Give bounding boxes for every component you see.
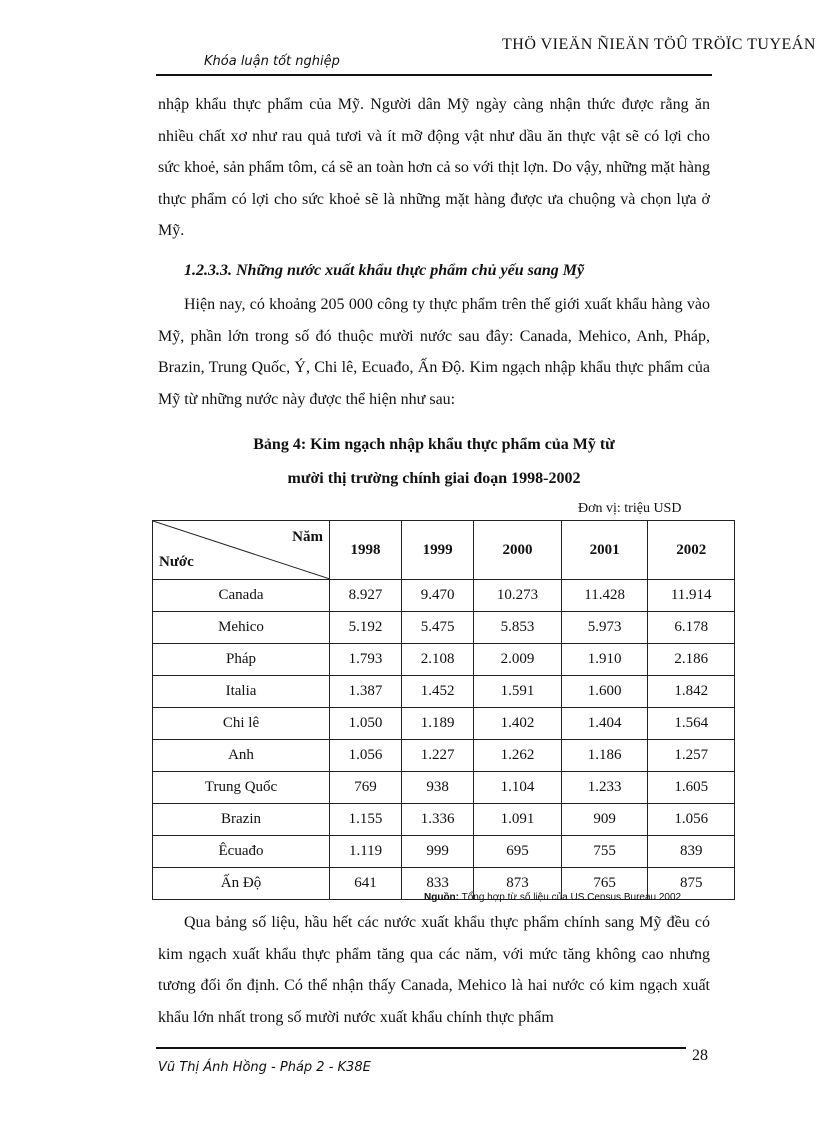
- country-cell: Trung Quốc: [153, 772, 330, 804]
- footer-author: Vũ Thị Ánh Hồng - Pháp 2 - K38E: [158, 1060, 371, 1075]
- value-cell: 1.155: [330, 804, 402, 836]
- value-cell: 999: [402, 836, 474, 868]
- value-cell: 839: [648, 836, 735, 868]
- value-cell: 873: [474, 868, 562, 900]
- value-cell: 1.262: [474, 740, 562, 772]
- value-cell: 875: [648, 868, 735, 900]
- value-cell: 1.910: [561, 644, 648, 676]
- section-heading: 1.2.3.3. Những nước xuất khẩu thực phẩm chủ yếu sang Mỹ: [184, 262, 585, 279]
- value-cell: 765: [561, 868, 648, 900]
- value-cell: 2.009: [474, 644, 562, 676]
- value-cell: 1.056: [648, 804, 735, 836]
- country-cell: Anh: [153, 740, 330, 772]
- table-corner-cell: [153, 521, 330, 580]
- country-cell: Mehico: [153, 612, 330, 644]
- table-row: [153, 836, 735, 868]
- country-cell: Chi lê: [153, 708, 330, 740]
- value-cell: 641: [330, 868, 402, 900]
- header-title: Khóa luận tốt nghiệp: [204, 54, 340, 69]
- corner-country-label: Nước: [159, 554, 194, 570]
- value-cell: 755: [561, 836, 648, 868]
- value-cell: 1.600: [561, 676, 648, 708]
- country-cell: Ấn Độ: [153, 868, 330, 900]
- value-cell: 1.186: [561, 740, 648, 772]
- table-title-line-1: Bảng 4: Kim ngạch nhập khẩu thực phẩm của Mỹ từ: [253, 436, 615, 453]
- value-cell: 1.605: [648, 772, 735, 804]
- value-cell: 1.227: [402, 740, 474, 772]
- value-cell: 5.192: [330, 612, 402, 644]
- country-cell: Pháp: [153, 644, 330, 676]
- value-cell: 1.119: [330, 836, 402, 868]
- body-paragraph-2: Qua bảng số liệu, hầu hết các nước xuất khẩu thực phẩm chính sang Mỹ đều có kim ngạch xuất khẩu thực phẩm tăng qua các năm, với mức tăng không cao nhưng tương đối ổn định. Có thể nhận thấy Canada, Mehico là hai nước có kim ngạch xuất khẩu lớn nhất trong số mười nước xuất khẩu chính thực phẩm: [158, 914, 710, 1026]
- country-cell: Brazin: [153, 804, 330, 836]
- value-cell: 10.273: [474, 580, 562, 612]
- table-row: [153, 676, 735, 708]
- value-cell: 1.104: [474, 772, 562, 804]
- value-cell: 5.853: [474, 612, 562, 644]
- value-cell: 1.056: [330, 740, 402, 772]
- country-cell: Êcuađo: [153, 836, 330, 868]
- value-cell: 1.233: [561, 772, 648, 804]
- value-cell: 909: [561, 804, 648, 836]
- country-cell: Canada: [153, 580, 330, 612]
- value-cell: 1.452: [402, 676, 474, 708]
- value-cell: 2.108: [402, 644, 474, 676]
- value-cell: 769: [330, 772, 402, 804]
- year-header: 1998: [330, 521, 402, 580]
- value-cell: 1.336: [402, 804, 474, 836]
- value-cell: 1.050: [330, 708, 402, 740]
- year-header: 1999: [402, 521, 474, 580]
- body-paragraph-1: Hiện nay, có khoảng 205 000 công ty thực phẩm trên thế giới xuất khẩu hàng vào Mỹ, phần lớn trong số đó thuộc mười nước sau đây: Canada, Mehico, Anh, Pháp, Brazin, Trung Quốc, Ý, Chi lê, Ecuađo, Ấn Độ. Kim ngạch nhập khẩu thực phẩm của Mỹ từ những nước này được thể hiện như sau:: [158, 296, 710, 408]
- value-cell: 1.257: [648, 740, 735, 772]
- corner-year-label: Năm: [292, 529, 323, 545]
- header-divider: [156, 74, 712, 76]
- value-cell: 1.564: [648, 708, 735, 740]
- source-label: Nguồn:: [424, 892, 459, 903]
- value-cell: 1.404: [561, 708, 648, 740]
- value-cell: 1.591: [474, 676, 562, 708]
- value-cell: 9.470: [402, 580, 474, 612]
- table-row: [153, 740, 735, 772]
- import-table: [152, 520, 735, 900]
- value-cell: 5.475: [402, 612, 474, 644]
- table-unit: Đơn vị: triệu USD: [578, 501, 682, 516]
- table-header-row: [153, 521, 735, 580]
- value-cell: 8.927: [330, 580, 402, 612]
- value-cell: 938: [402, 772, 474, 804]
- page-number: 28: [692, 1047, 708, 1064]
- table-row: [153, 804, 735, 836]
- value-cell: 1.842: [648, 676, 735, 708]
- value-cell: 1.091: [474, 804, 562, 836]
- table-row: [153, 772, 735, 804]
- value-cell: 695: [474, 836, 562, 868]
- value-cell: 1.387: [330, 676, 402, 708]
- source-text: Tổng hợp từ số liệu của US Census Bureau 2002: [461, 892, 682, 903]
- table-row: [153, 580, 735, 612]
- year-header: 2001: [561, 521, 648, 580]
- header-watermark: THÖ VIEÄN ÑIEÄN TÖÛ TRÖÏC TUYEÁN: [502, 36, 816, 53]
- value-cell: 1.402: [474, 708, 562, 740]
- table-row: [153, 708, 735, 740]
- value-cell: 833: [402, 868, 474, 900]
- year-header: 2002: [648, 521, 735, 580]
- country-cell: Italia: [153, 676, 330, 708]
- value-cell: 11.428: [561, 580, 648, 612]
- table-source: [424, 892, 681, 903]
- table-title-line-2: mười thị trường chính giai đoạn 1998-2002: [287, 470, 581, 487]
- footer-divider: [156, 1047, 686, 1049]
- value-cell: 1.793: [330, 644, 402, 676]
- value-cell: 2.186: [648, 644, 735, 676]
- value-cell: 5.973: [561, 612, 648, 644]
- intro-paragraph: nhập khẩu thực phẩm của Mỹ. Người dân Mỹ ngày càng nhận thức được rằng ăn nhiều chất xơ như rau quả tươi và ít mỡ động vật như dầu ăn thực vật sẽ có lợi cho sức khoẻ, sản phẩm tôm, cá sẽ an toàn hơn cả so với thịt lợn. Do vậy, những mặt hàng thực phẩm có lợi cho sức khoẻ sẽ là những mặt hàng được ưa chuộng và chọn lựa ở Mỹ.: [158, 96, 710, 239]
- table-row: [153, 612, 735, 644]
- value-cell: 11.914: [648, 580, 735, 612]
- value-cell: 1.189: [402, 708, 474, 740]
- value-cell: 6.178: [648, 612, 735, 644]
- table-row: [153, 644, 735, 676]
- year-header: 2000: [474, 521, 562, 580]
